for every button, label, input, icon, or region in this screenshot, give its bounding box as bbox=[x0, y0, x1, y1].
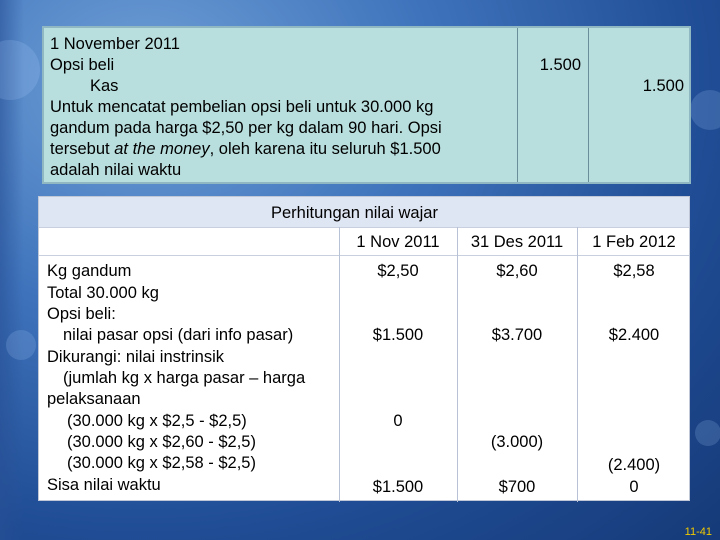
row-divider bbox=[39, 227, 689, 228]
journal-date: 1 November 2011 bbox=[50, 35, 180, 53]
row-label: nilai pasar opsi (dari info pasar) bbox=[63, 326, 294, 344]
debit-column-divider bbox=[517, 28, 518, 182]
journal-description-text: tersebut bbox=[50, 140, 115, 158]
background-bokeh bbox=[0, 40, 40, 100]
row-label: Opsi beli: bbox=[47, 305, 116, 323]
slide-number: 11-41 bbox=[684, 526, 712, 538]
journal-debit-amount: 1.500 bbox=[539, 56, 581, 74]
row-label: Dikurangi: nilai instrinsik bbox=[47, 348, 224, 366]
journal-description-line: adalah nilai waktu bbox=[50, 161, 182, 179]
journal-credit-amount: 1.500 bbox=[642, 77, 684, 95]
market-value-cell: $2.400 bbox=[608, 326, 660, 344]
journal-description-line bbox=[50, 139, 441, 160]
market-value-cell: $1.500 bbox=[372, 326, 424, 344]
journal-credit-account: Kas bbox=[90, 77, 119, 95]
background-bokeh bbox=[695, 420, 720, 446]
journal-description-line: gandum pada harga $2,50 per kg dalam 90 hari. Opsi bbox=[50, 119, 442, 137]
row-label: (30.000 kg x $2,60 - $2,5) bbox=[67, 433, 256, 451]
journal-description-line: Untuk mencatat pembelian opsi beli untuk 30.000 kg bbox=[50, 98, 434, 116]
time-value-cell: 0 bbox=[629, 478, 639, 496]
column-header-des: 31 Des 2011 bbox=[470, 233, 564, 251]
journal-description-italic: at the money bbox=[114, 140, 210, 158]
row-label: Total 30.000 kg bbox=[47, 284, 159, 302]
row-label: Sisa nilai waktu bbox=[47, 476, 161, 494]
time-value-cell: $1.500 bbox=[372, 478, 424, 496]
row-label: (jumlah kg x harga pasar – harga bbox=[63, 369, 306, 387]
fair-value-table bbox=[38, 196, 690, 501]
time-value-cell: $700 bbox=[498, 478, 536, 496]
row-label: (30.000 kg x $2,58 - $2,5) bbox=[67, 454, 256, 472]
price-cell: $2,60 bbox=[496, 262, 538, 280]
price-cell: $2,58 bbox=[613, 262, 655, 280]
background-bokeh bbox=[6, 330, 36, 360]
intrinsic-value-cell: (2.400) bbox=[607, 456, 661, 474]
journal-description-text: , oleh karena itu seluruh $1.500 bbox=[209, 140, 441, 158]
row-divider bbox=[39, 255, 689, 256]
intrinsic-value-cell: 0 bbox=[393, 412, 403, 430]
intrinsic-value-cell: (3.000) bbox=[490, 433, 544, 451]
column-header-feb: 1 Feb 2012 bbox=[592, 233, 676, 251]
journal-entry-box bbox=[42, 26, 691, 184]
background-bokeh bbox=[690, 90, 720, 130]
column-header-nov: 1 Nov 2011 bbox=[356, 233, 440, 251]
market-value-cell: $3.700 bbox=[491, 326, 543, 344]
table-title: Perhitungan nilai wajar bbox=[271, 204, 438, 222]
row-label: pelaksanaan bbox=[47, 390, 141, 408]
journal-debit-account: Opsi beli bbox=[50, 56, 115, 74]
row-label: Kg gandum bbox=[47, 262, 132, 280]
price-cell: $2,50 bbox=[377, 262, 419, 280]
credit-column-divider bbox=[588, 28, 589, 182]
row-label: (30.000 kg x $2,5 - $2,5) bbox=[67, 412, 247, 430]
